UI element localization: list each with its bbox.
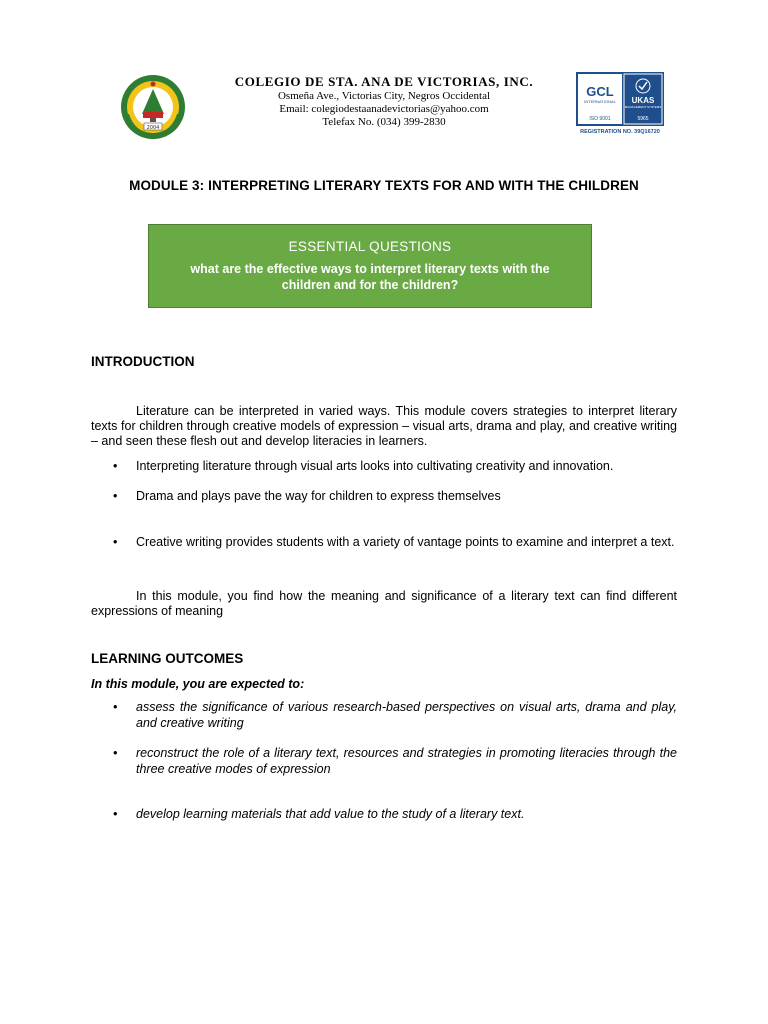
learning-outcome-text: assess the significance of various research-based perspectives on visual arts, drama and play, and creative writing — [136, 700, 677, 730]
svg-text:UKAS: UKAS — [631, 96, 655, 105]
school-name: COLEGIO DE STA. ANA DE VICTORIAS, INC. — [234, 74, 534, 89]
svg-text:MANAGEMENT SYSTEMS: MANAGEMENT SYSTEMS — [624, 105, 662, 109]
bullet-text: Interpreting literature through visual arts looks into cultivating creativity and innovation. — [136, 459, 614, 473]
introduction-paragraph: Literature can be interpreted in varied ways. This module covers strategies to interpret literary texts for children through creative models of expression – visual arts, drama and play, and creative writing – and seen these flesh out and develop literacies in learners. — [91, 404, 677, 448]
svg-text:ISO 9001: ISO 9001 — [589, 116, 611, 122]
essential-questions-heading: ESSENTIAL QUESTIONS — [288, 239, 452, 254]
essential-questions-text: what are the effective ways to interpret literary texts with the children and for the children? — [190, 262, 550, 292]
bullet-glyph: • — [113, 746, 118, 760]
school-address: Osmeña Ave., Victorias City, Negros Occidental — [277, 90, 491, 102]
learning-outcome-item — [113, 700, 677, 731]
svg-text:REGISTRATION NO. 39Q16720: REGISTRATION NO. 39Q16720 — [580, 129, 660, 134]
essential-questions-box — [148, 224, 592, 308]
school-email: Email: colegiodestaanadevictorias@yahoo.com — [279, 103, 489, 115]
learning-outcome-item — [113, 807, 677, 823]
svg-text:GCL: GCL — [586, 84, 614, 99]
school-telefax: Telefax No. (034) 399-2830 — [322, 116, 446, 128]
introduction-bullet — [113, 535, 677, 551]
learning-outcome-item — [113, 746, 677, 777]
introduction-bullet — [113, 459, 677, 475]
learning-outcome-text: reconstruct the role of a literary text, resources and strategies in promoting literacies through the three creative modes of expression — [136, 746, 677, 776]
learning-outcome-text: develop learning materials that add value to the study of a literary text. — [136, 807, 525, 821]
bullet-text: Creative writing provides students with a variety of vantage points to examine and interpret a text. — [136, 535, 675, 549]
svg-text:5965: 5965 — [637, 116, 649, 122]
letterhead — [200, 74, 568, 129]
bullet-glyph: • — [113, 535, 118, 549]
module-title: MODULE 3: INTERPRETING LITERARY TEXTS FOR AND WITH THE CHILDREN — [129, 178, 639, 193]
learning-outcomes-heading: LEARNING OUTCOMES — [91, 651, 244, 666]
introduction-heading: INTRODUCTION — [91, 354, 195, 369]
learning-outcomes-lead: In this module, you are expected to: — [91, 677, 305, 691]
bullet-glyph: • — [113, 807, 118, 821]
introduction-bullet — [113, 489, 677, 505]
bullet-glyph: • — [113, 700, 118, 714]
svg-text:2004: 2004 — [146, 125, 160, 131]
svg-text:INTERNATIONAL: INTERNATIONAL — [584, 99, 616, 104]
bullet-text: Drama and plays pave the way for children to express themselves — [136, 489, 501, 503]
introduction-closing: In this module, you find how the meaning and significance of a literary text can find different expressions of meaning — [91, 589, 677, 618]
school-seal-logo — [120, 74, 186, 140]
certification-logo — [576, 72, 664, 134]
bullet-glyph: • — [113, 489, 118, 503]
bullet-glyph: • — [113, 459, 118, 473]
